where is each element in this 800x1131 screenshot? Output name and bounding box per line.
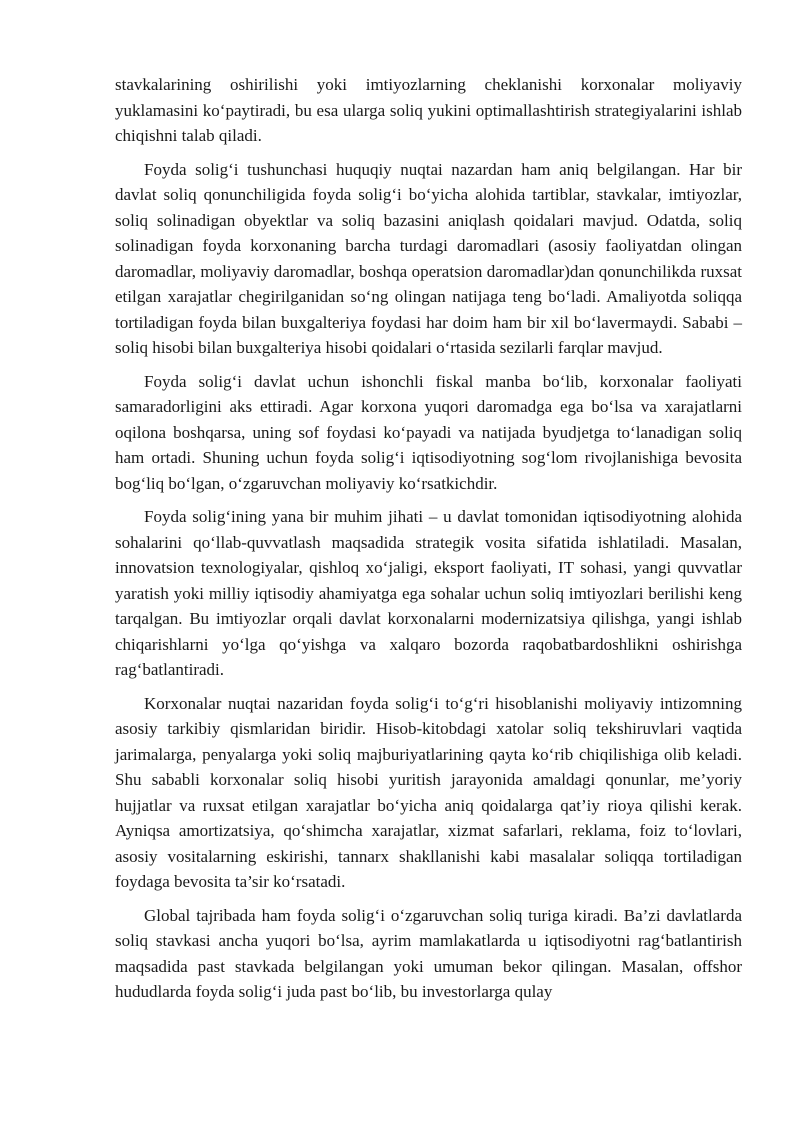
- paragraph-financial-discipline: Korxonalar nuqtai nazaridan foyda solig‘i to‘g‘ri hisoblanishi moliyaviy intizomning asosiy tarkibiy qismlaridan biridir. Hisob-kitobdagi xatolar soliq tekshiruvlari vaqtida jarimalarga, penyalarga yoki soliq majburiyatlarining qayta ko‘rib chiqilishiga olib keladi. Shu sababli korxonalar soliq hisobi yuritish jarayonida amaldagi qonunlar, me’yoriy hujjatlar va ruxsat etilgan xarajatlar bo‘yicha aniq qoidalarga qat’iy rioya qilishi kerak. Ayniqsa amortizatsiya, qo‘shimcha xarajatlar, xizmat safarlari, reklama, foiz to‘lovlari, asosiy vositalarning eskirishi, tannarx shakllanishi kabi masalalar soliqqa tortiladigan foydaga bevosita ta’sir ko‘rsatadi.: [115, 693, 742, 891]
- paragraph-profit-tax-legal-definition: Foyda solig‘i tushunchasi huquqiy nuqtai nazardan ham aniq belgilangan. Har bir davlat soliq qonunchiligida foyda solig‘i bo‘yicha alohida tartiblar, stavkalar, imtiyozlar, soliq solinadigan obyektlar va soliq bazasini aniqlash qoidalari mavjud. Odatda, soliq solinadigan foyda korxonaning barcha turdagi daromadlari (asosiy faoliyatdan olingan daromadlar, moliyaviy daromadlar, boshqa operatsion daromadlar)dan qonunchilikda ruxsat etilgan xarajatlar chegirilganidan so‘ng olingan natijaga teng bo‘ladi. Amaliyotda soliqqa tortiladigan foyda bilan buxgalteriya foydasi har doim ham bir xil bo‘lavermaydi. Sababi – soliq hisobi bilan buxgalteriya hisobi qoidalari o‘rtasida sezilarli farqlar mavjud.: [115, 159, 742, 357]
- paragraph-continuation: stavkalarining oshirilishi yoki imtiyozlarning cheklanishi korxonalar moliyaviy yuklamasini ko‘paytiradi, bu esa ularga soliq yukini optimallashtirish strategiyalarini ishlab chiqishni talab qiladi.: [115, 75, 742, 145]
- paragraph-global-experience: Global tajribada ham foyda solig‘i o‘zgaruvchan soliq turiga kiradi. Ba’zi davlatlarda soliq stavkasi ancha yuqori bo‘lsa, ayrim mamlakatlarda u iqtisodiyotni rag‘batlantirish maqsadida past stavkada belgilangan yoki umuman bekor qilingan. Masalan, offshor hududlarda foyda solig‘i juda past bo‘lib, bu investorlarga qulay: [115, 905, 742, 1001]
- paragraph-strategic-tool: Foyda solig‘ining yana bir muhim jihati – u davlat tomonidan iqtisodiyotning alohida sohalarini qo‘llab-quvvatlash maqsadida strategik vosita sifatida ishlatiladi. Masalan, innovatsion texnologiyalar, qishloq xo‘jaligi, eksport faoliyati, IT sohasi, yangi quvvatlar yaratish yoki milliy iqtisodiy ahamiyatga ega sohalar uchun soliq imtiyozlari berilishi keng tarqalgan. Bu imtiyozlar orqali davlat korxonalarni modernizatsiya qilishga, yangi ishlab chiqarishlarni yo‘lga qo‘yishga va xalqaro bozorda raqobatbardoshlikni oshirishga rag‘batlantiradi.: [115, 507, 742, 679]
- document-page: [115, 72, 742, 1013]
- paragraph-fiscal-source: Foyda solig‘i davlat uchun ishonchli fiskal manba bo‘lib, korxonalar faoliyati samaradorligini aks ettiradi. Agar korxona yuqori daromadga ega bo‘lsa va xarajatlarni oqilona boshqarsa, uning sof foydasi ko‘payadi va natijada byudjetga to‘lanadigan soliq ham ortadi. Shuning uchun foyda solig‘i iqtisodiyotning sog‘lom rivojlanishiga bevosita bog‘liq bo‘lgan, o‘zgaruvchan moliyaviy ko‘rsatkichdir.: [115, 371, 742, 493]
